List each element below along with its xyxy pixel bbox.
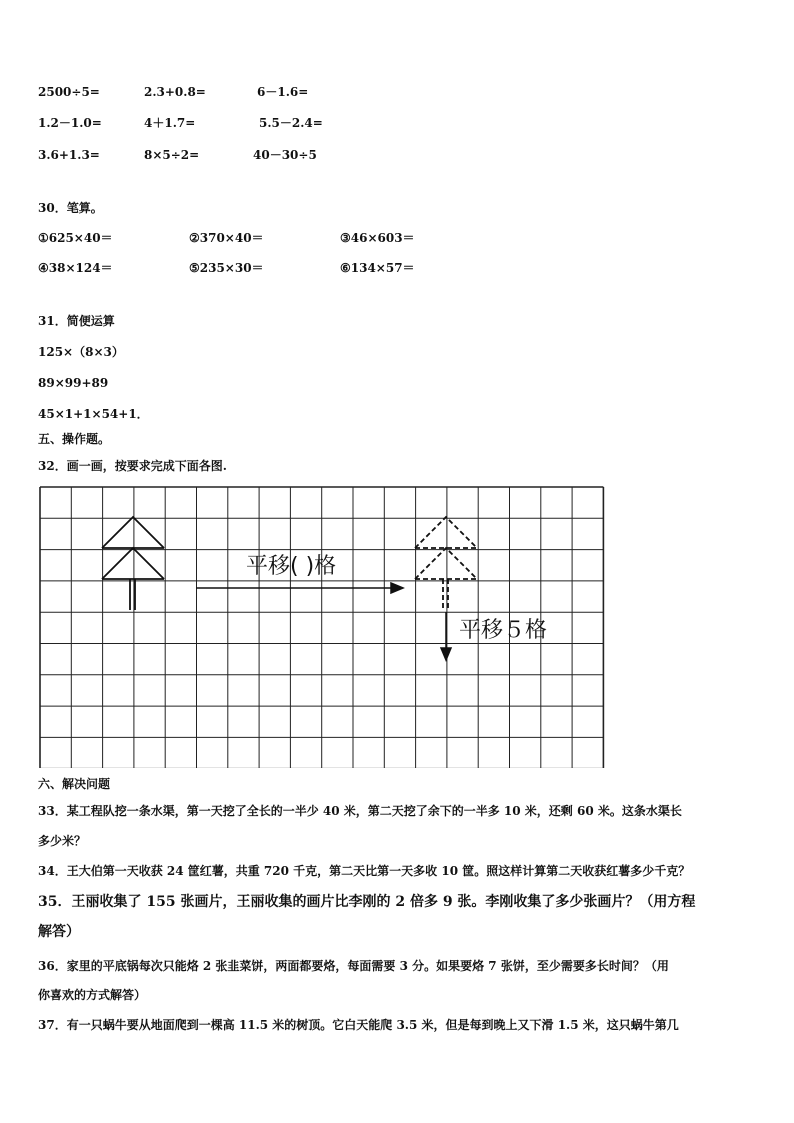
- arrow-right-icon: [196, 583, 403, 593]
- q36-line-2: 你喜欢的方式解答）: [38, 988, 147, 1002]
- q34-text: 34．王大伯第一天收获 24 筐红薯，共重 720 千克，第二天比第一天多收 10 筐。照这样计算第二天收获红薯多少千克？: [38, 864, 691, 878]
- q31-item: 125×（8×3）: [38, 345, 124, 359]
- q30-item: ③46×603＝: [340, 231, 415, 245]
- q37-text: 37．有一只蜗牛要从地面爬到一棵高 11.5 米的树顶。它白天能爬 3.5 米，但是每到晚上又下滑 1.5 米，这只蜗牛第几: [38, 1018, 679, 1032]
- calc-item: 4＋1.7=: [144, 116, 196, 130]
- q35-line-2: 解答）: [38, 924, 80, 940]
- q35-line-1: 35．王丽收集了 155 张画片，王丽收集的画片比李刚的 2 倍多 9 张。李刚收集了多少张画片？（用方程: [38, 894, 696, 910]
- label-shift-5: 平移５格: [459, 618, 548, 643]
- tree-translated: [415, 517, 477, 610]
- q30-title: 30．笔算。: [38, 201, 103, 215]
- section-heading-6: 六、解决问题: [38, 777, 111, 791]
- tree-original: [102, 517, 164, 610]
- q33-line-2: 多少米？: [38, 834, 87, 848]
- q30-item: ⑥134×57＝: [340, 261, 415, 275]
- q31-title: 31．简便运算: [38, 314, 115, 328]
- q33-line-1: 33．某工程队挖一条水渠，第一天挖了全长的一半少 40 米，第二天挖了余下的一半多 10 米，还剩 60 米。这条水渠长: [38, 804, 682, 818]
- q30-item: ④38×124＝: [38, 261, 113, 275]
- q31-item: 89×99+89: [38, 376, 109, 390]
- label-shift-blank: 平移( )格: [246, 554, 337, 579]
- q32-title: 32．画一画，按要求完成下面各图.: [38, 459, 227, 473]
- calc-item: 8×5÷2=: [144, 148, 200, 162]
- q30-item: ①625×40＝: [38, 231, 113, 245]
- section-heading-5: 五、操作题。: [38, 432, 111, 446]
- calc-item: 1.2－1.0=: [38, 116, 102, 130]
- q31-item: 45×1+1×54+1．: [38, 407, 149, 421]
- q30-item: ⑤235×30＝: [189, 261, 264, 275]
- q30-item: ②370×40＝: [189, 231, 264, 245]
- calc-item: 6－1.6=: [257, 85, 309, 99]
- calc-item: 40－30÷5: [253, 148, 317, 162]
- calc-item: 5.5－2.4=: [259, 116, 323, 130]
- translation-grid: [39, 486, 605, 772]
- arrow-down-icon: [441, 612, 451, 660]
- grid-canvas: [39, 486, 605, 768]
- calc-item: 2500÷5=: [38, 85, 100, 99]
- q36-line-1: 36．家里的平底锅每次只能烙 2 张韭菜饼，两面都要烙，每面需要 3 分。如果要烙 7 张饼，至少需要多长时间？（用: [38, 959, 669, 973]
- calc-item: 3.6+1.3=: [38, 148, 100, 162]
- calc-item: 2.3+0.8=: [144, 85, 206, 99]
